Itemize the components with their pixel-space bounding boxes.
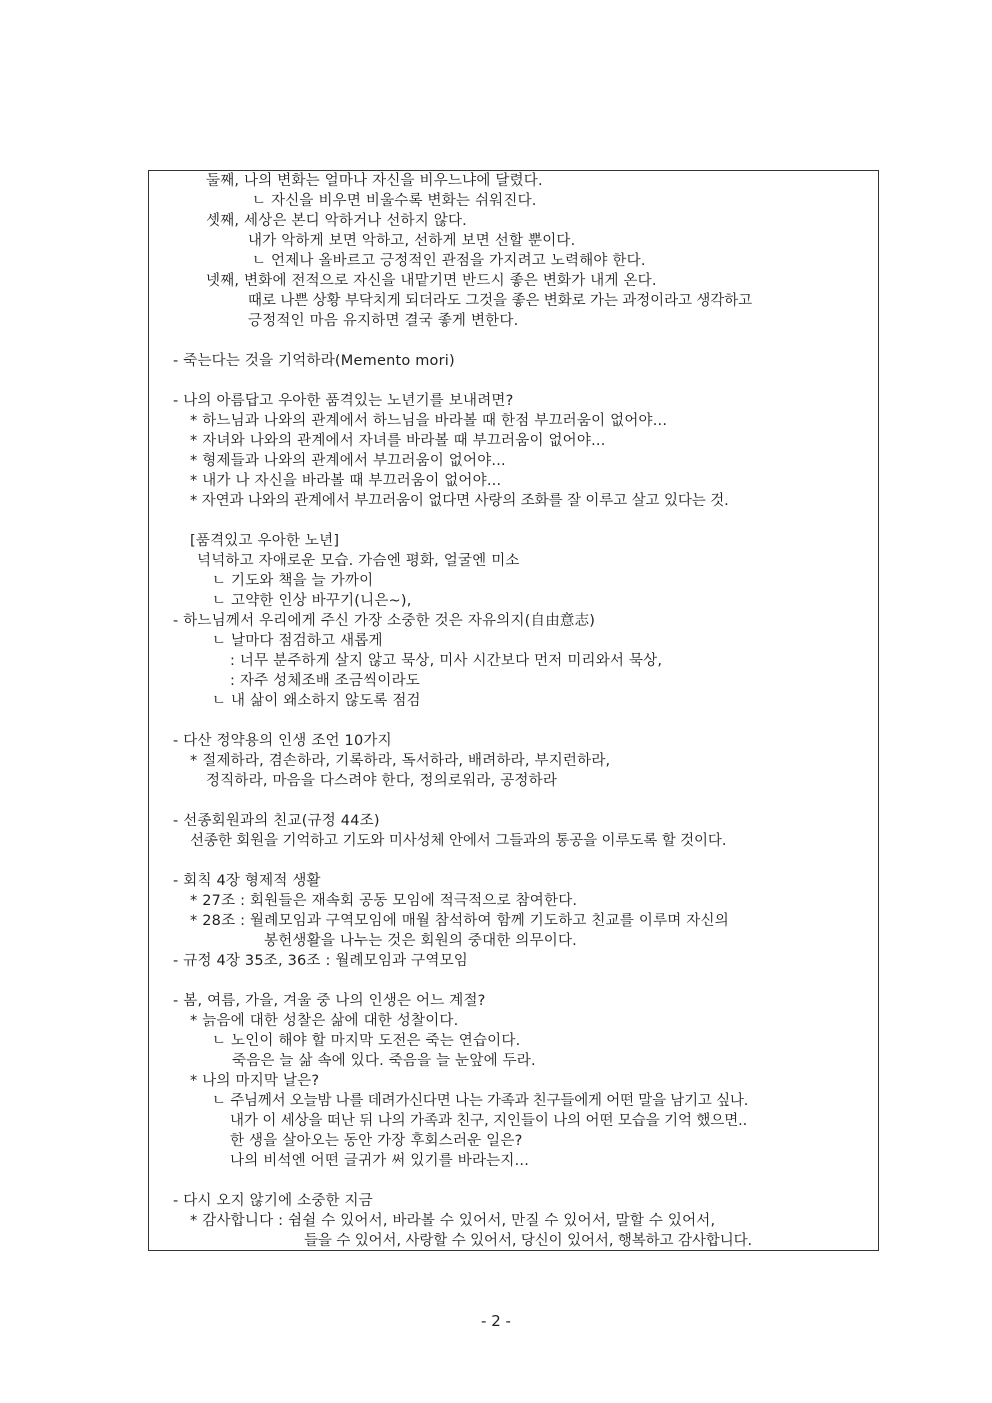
text-line: 긍정적인 마음 유지하면 결국 좋게 변한다. xyxy=(248,313,519,329)
text-line: 셋째, 세상은 본디 악하거나 선하지 않다. xyxy=(206,213,467,229)
text-line: 내가 악하게 보면 악하고, 선하게 보면 선할 뿐이다. xyxy=(248,233,576,249)
text-line: 정직하라, 마음을 다스려야 한다, 정의로워라, 공정하라 xyxy=(206,773,558,789)
text-line: * 내가 나 자신을 바라볼 때 부끄러움이 없어야... xyxy=(190,473,502,489)
text-line: * 28조 : 월례모임과 구역모임에 매월 참석하여 함께 기도하고 친교를 이루며 자신의 xyxy=(190,913,729,929)
text-line: 내가 이 세상을 떠난 뒤 나의 가족과 친구, 지인들이 나의 어떤 모습을 기억 했으면.. xyxy=(230,1113,748,1129)
page-number: - 2 - xyxy=(481,1312,511,1330)
text-line: - 선종회원과의 친교(규정 44조) xyxy=(173,813,380,829)
text-line: 죽음은 늘 삶 속에 있다. 죽음을 늘 눈앞에 두라. xyxy=(232,1053,536,1069)
text-line: * 늙음에 대한 성찰은 삶에 대한 성찰이다. xyxy=(190,1013,459,1029)
text-line: * 나의 마지막 날은? xyxy=(190,1073,320,1089)
text-line: 넷째, 변화에 전적으로 자신을 내맡기면 반드시 좋은 변화가 내게 온다. xyxy=(206,273,657,289)
text-line: ㄴ 언제나 올바르고 긍정적인 관점을 가지려고 노력해야 한다. xyxy=(252,253,646,269)
text-line: 나의 비석엔 어떤 글귀가 써 있기를 바라는지... xyxy=(230,1153,530,1169)
text-line: 둘째, 나의 변화는 얼마나 자신을 비우느냐에 달렸다. xyxy=(206,173,543,189)
text-line: * 감사합니다 : 쉼쉴 수 있어서, 바라볼 수 있어서, 만질 수 있어서, 말할 수 있어서, xyxy=(190,1213,716,1229)
text-line: : 너무 분주하게 살지 않고 묵상, 미사 시간보다 먼저 미리와서 묵상, xyxy=(230,653,663,669)
text-line: [품격있고 우아한 노년] xyxy=(190,533,340,549)
text-line: * 자녀와 나와의 관계에서 자녀를 바라볼 때 부끄러움이 없어야... xyxy=(190,433,606,449)
text-line: * 자연과 나와의 관계에서 부끄러움이 없다면 사랑의 조화를 잘 이루고 살고 있다는 것. xyxy=(190,493,729,509)
text-line: - 하느님께서 우리에게 주신 가장 소중한 것은 자유의지(自由意志) xyxy=(173,613,596,629)
text-line: 한 생을 살아오는 동안 가장 후회스러운 일은? xyxy=(230,1133,523,1149)
text-line: 봉헌생활을 나누는 것은 회원의 중대한 의무이다. xyxy=(264,933,577,949)
text-line: ㄴ 기도와 책을 늘 가까이 xyxy=(212,573,374,589)
text-line: * 절제하라, 겸손하라, 기록하라, 독서하라, 배려하라, 부지런하라, xyxy=(190,753,611,769)
text-line: : 자주 성체조배 조금씩이라도 xyxy=(230,673,420,689)
text-line: ㄴ 고약한 인상 바꾸기(니은~), xyxy=(212,593,412,609)
text-line: - 봄, 여름, 가을, 겨울 중 나의 인생은 어느 계절? xyxy=(173,993,486,1009)
text-line: 들을 수 있어서, 사랑할 수 있어서, 당신이 있어서, 행복하고 감사합니다. xyxy=(304,1233,753,1249)
text-line: - 다시 오지 않기에 소중한 지금 xyxy=(173,1193,373,1209)
text-line: ㄴ 내 삶이 왜소하지 않도록 점검 xyxy=(212,693,421,709)
text-line: * 하느님과 나와의 관계에서 하느님을 바라볼 때 한점 부끄러움이 없어야... xyxy=(190,413,668,429)
text-line: 선종한 회원을 기억하고 기도와 미사성체 안에서 그들과의 통공을 이루도록 할 것이다. xyxy=(190,833,727,849)
text-line: ㄴ 날마다 점검하고 새롭게 xyxy=(212,633,383,649)
text-line: ㄴ 자신을 비우면 비울수록 변화는 쉬워진다. xyxy=(252,193,537,209)
text-line: * 형제들과 나와의 관계에서 부끄러움이 없어야... xyxy=(190,453,506,469)
text-line: 때로 나쁜 상황 부닥치게 되더라도 그것을 좋은 변화로 가는 과정이라고 생각하고 xyxy=(248,293,753,309)
text-line: ㄴ 노인이 해야 할 마지막 도전은 죽는 연습이다. xyxy=(212,1033,521,1049)
text-line: - 다산 정약용의 인생 조언 10가지 xyxy=(173,733,392,749)
text-line: * 27조 : 회원들은 재속회 공동 모임에 적극적으로 참여한다. xyxy=(190,893,578,909)
text-line: - 규정 4장 35조, 36조 : 월례모임과 구역모임 xyxy=(173,953,469,969)
text-line: - 나의 아름답고 우아한 품격있는 노년기를 보내려면? xyxy=(173,393,514,409)
text-line: 넉넉하고 자애로운 모습. 가슴엔 평화, 얼굴엔 미소 xyxy=(197,553,520,569)
text-line: - 죽는다는 것을 기억하라(Memento mori) xyxy=(173,353,455,369)
text-line: ㄴ 주님께서 오늘밤 나를 데려가신다면 나는 가족과 친구들에게 어떤 말을 남기고 싶나. xyxy=(212,1093,749,1109)
text-line: - 회칙 4장 형제적 생활 xyxy=(173,873,321,889)
